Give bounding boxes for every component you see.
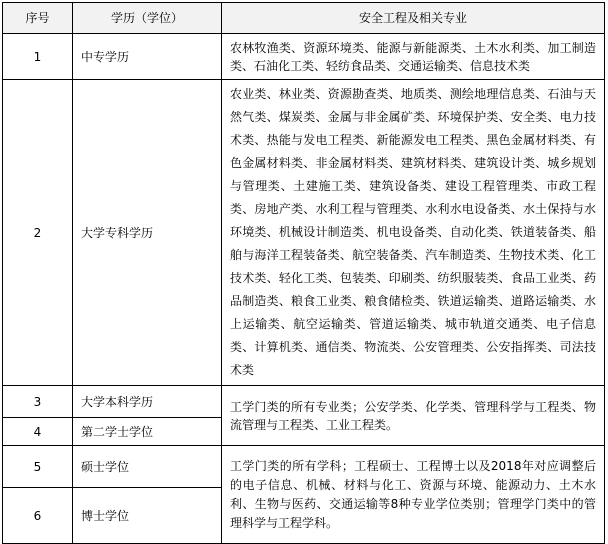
table-row [3, 446, 605, 488]
row-degree: 大学专科学历 [73, 80, 222, 386]
row-degree: 硕士学位 [73, 446, 222, 488]
row-number: 6 [3, 488, 73, 544]
row-degree: 博士学位 [73, 488, 222, 544]
majors-college: 农业类、林业类、资源勘查类、地质类、测绘地理信息类、石油与天然气类、煤炭类、金属与非金属矿类、环境保护类、安全类、电力技术类、热能与发电工程类、新能源发电工程类、黑色金属材料类、有色金属材料类、非金属材料类、建筑材料类、建筑设计类、城乡规划与管理类、土建施工类、建筑设备类、建设工程管理类、市政工程类、房地产类、水利工程与管理类、水利水电设备类、水土保持与水环境类、机械设计制造类、机电设备类、自动化类、铁道装备类、船舶与海洋工程装备类、航空装备类、汽车制造类、生物技术类、化工技术类、轻化工类、包装类、印刷类、纺织服装类、食品工业类、药品制造类、粮食工业类、粮食储检类、铁道运输类、道路运输类、水上运输类、航空运输类、管道运输类、城市轨道交通类、电子信息类、计算机类、通信类、物流类、公安管理类、公安指挥类、司法技术类 [222, 80, 605, 386]
header-degree: 学历（学位） [73, 3, 222, 34]
row-degree: 大学本科学历 [73, 386, 222, 418]
table-row [3, 80, 605, 386]
table-row [3, 386, 605, 418]
row-number: 1 [3, 34, 73, 80]
row-degree: 中专学历 [73, 34, 222, 80]
header-seq: 序号 [3, 3, 73, 34]
row-number: 2 [3, 80, 73, 386]
table-header-row [3, 3, 605, 34]
majors-secondary: 农林牧渔类、资源环境类、能源与新能源类、土木水利类、加工制造类、石油化工类、轻纺食品类、交通运输类、信息技术类 [222, 34, 605, 80]
row-number: 4 [3, 418, 73, 446]
header-majors: 安全工程及相关专业 [222, 3, 605, 34]
qualification-table [2, 2, 605, 544]
majors-bachelor: 工学门类的所有专业类；公安学类、化学类、管理科学与工程类、物流管理与工程类、工业工程类。 [222, 386, 605, 446]
row-number: 5 [3, 446, 73, 488]
row-number: 3 [3, 386, 73, 418]
table-row [3, 34, 605, 80]
qualification-table-wrapper [2, 2, 605, 544]
majors-graduate: 工学门类的所有学科；工程硕士、工程博士以及2018年对应调整后的电子信息、机械、材料与化工、资源与环境、能源动力、土木水利、生物与医药、交通运输等8种专业学位类别；管理学门类中的管理科学与工程学科。 [222, 446, 605, 544]
row-degree: 第二学士学位 [73, 418, 222, 446]
